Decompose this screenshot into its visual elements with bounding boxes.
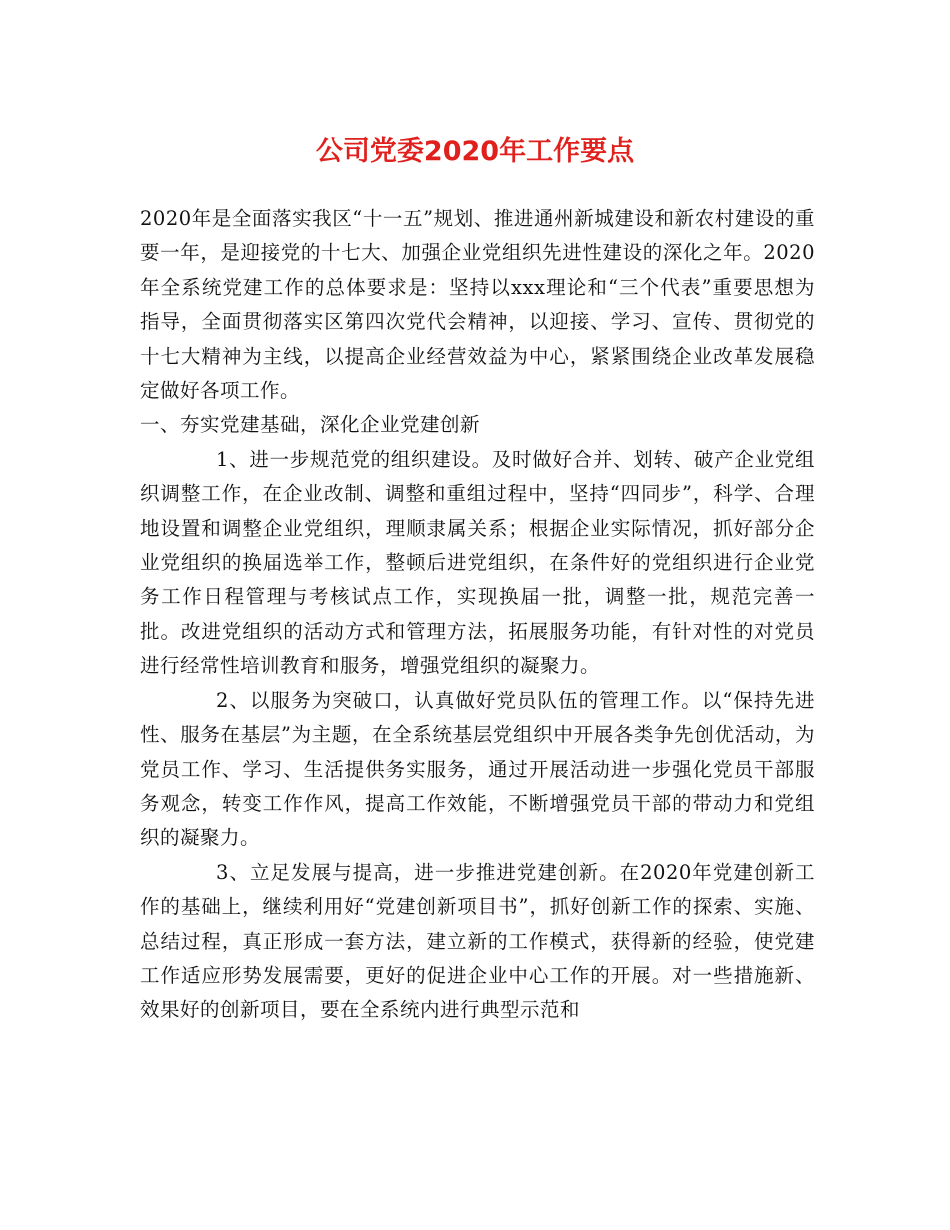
- section-heading-1: 一、夯实党建基础，深化企业党建创新: [140, 413, 481, 437]
- document-body: [140, 202, 815, 1028]
- item-paragraph-2: 2、以服务为突破口，认真做好党员队伍的管理工作。以“保持先进性、服务在基层”为主题，在全系统基层党组织中开展各类争先创优活动，为党员工作、学习、生活提供务实服务，通过开展活动进一步强化党员干部服务观念，转变工作作风，提高工作效能，不断增强党员干部的带动力和党组织的凝聚力。: [140, 688, 815, 850]
- intro-paragraph: 2020年是全面落实我区“十一五”规划、推进通州新城建设和新农村建设的重要一年，是迎接党的十七大、加强企业党组织先进性建设的深化之年。2020年全系统党建工作的总体要求是：坚持以xxx理论和“三个代表”重要思想为指导，全面贯彻落实区第四次党代会精神，以迎接、学习、宣传、贯彻党的十七大精神为主线，以提高企业经营效益为中心，紧紧围绕企业改革发展稳定做好各项工作。: [140, 207, 815, 403]
- document-title: 公司党委2020年工作要点: [315, 136, 635, 167]
- item-paragraph-3: 3、立足发展与提高，进一步推进党建创新。在2020年党建创新工作的基础上，继续利用好“党建创新项目书”，抓好创新工作的探索、实施、总结过程，真正形成一套方法，建立新的工作模式，获得新的经验，使党建工作适应形势发展需要，更好的促进企业中心工作的开展。对一些措施新、效果好的创新项目，要在全系统内进行典型示范和: [140, 860, 815, 1022]
- item-paragraph-1: 1、进一步规范党的组织建设。及时做好合并、划转、破产企业党组织调整工作，在企业改制、调整和重组过程中，坚持“四同步”，科学、合理地设置和调整企业党组织，理顺隶属关系；根据企业实际情况，抓好部分企业党组织的换届选举工作，整顿后进党组织，在条件好的党组织进行企业党务工作日程管理与考核试点工作，实现换届一批，调整一批，规范完善一批。改进党组织的活动方式和管理方法，拓展服务功能，有针对性的对党员进行经常性培训教育和服务，增强党组织的凝聚力。: [140, 447, 815, 678]
